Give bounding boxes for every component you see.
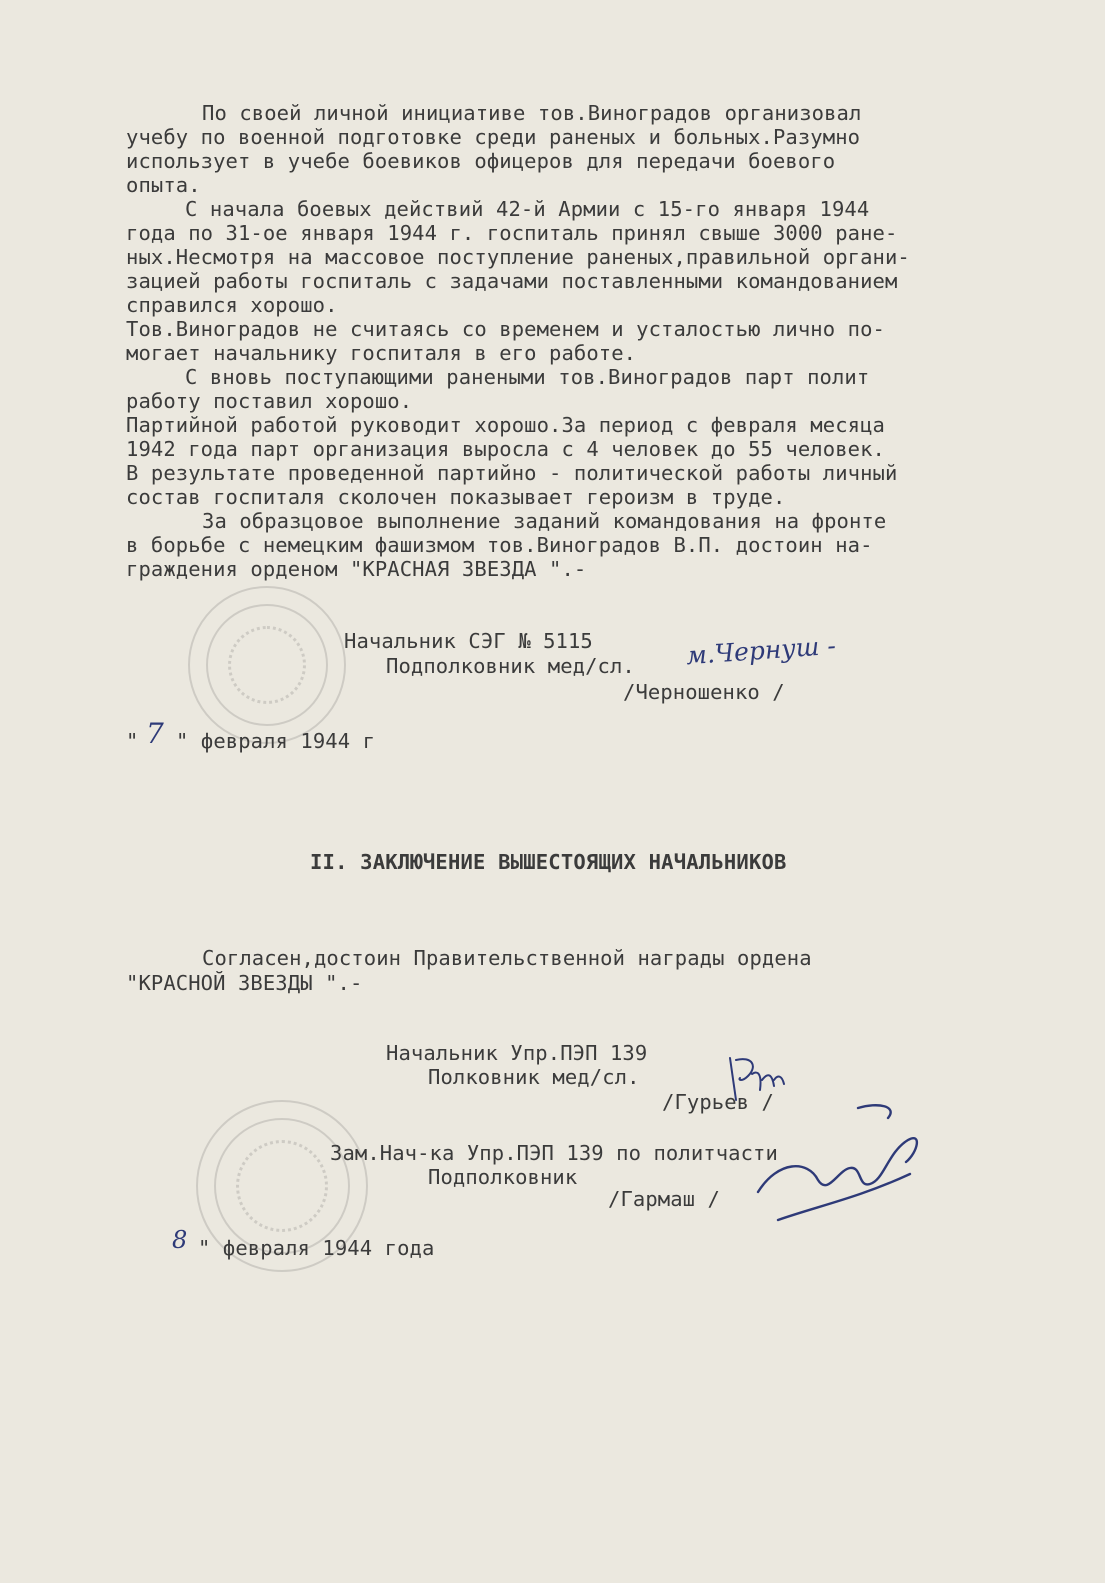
signature2-name: /Гурьев / bbox=[662, 1090, 774, 1114]
body-line: в борьбе с немецким фашизмом тов.Виноградов В.П. достоин на- bbox=[126, 533, 873, 557]
body-line: Партийной работой руководит хорошо.За период с февраля месяца bbox=[126, 413, 885, 437]
date2-suffix: " февраля 1944 года bbox=[198, 1236, 435, 1260]
body-line: За образцовое выполнение заданий командования на фронте bbox=[202, 509, 887, 533]
signature3-rank: Подполковник bbox=[428, 1165, 578, 1189]
signature3-title: Зам.Нач-ка Упр.ПЭП 139 по политчасти bbox=[330, 1141, 778, 1165]
body-line: использует в учебе боевиков офицеров для передачи боевого bbox=[126, 149, 836, 173]
round-stamp-upper bbox=[188, 586, 346, 744]
body-line: 1942 года парт организация выросла с 4 человек до 55 человек. bbox=[126, 437, 885, 461]
body-line: опыта. bbox=[126, 173, 201, 197]
body-line: года по 31-ое января 1944 г. госпиталь принял свыше 3000 ране- bbox=[126, 221, 898, 245]
conclusion-line: "КРАСНОЙ ЗВЕЗДЫ ".- bbox=[126, 971, 363, 995]
signature1-title: Начальник СЭГ № 5115 bbox=[344, 629, 593, 653]
date2-day: 8 bbox=[172, 1226, 188, 1254]
body-line: справился хорошо. bbox=[126, 293, 338, 317]
body-line: В результате проведенной партийно - политической работы личный bbox=[126, 461, 898, 485]
signature1-handwritten: м.Чернуш - bbox=[685, 630, 837, 671]
conclusion-line: Согласен,достоин Правительственной награды ордена bbox=[202, 946, 812, 970]
signature1-name: /Черношенко / bbox=[623, 680, 785, 704]
body-line: работу поставил хорошо. bbox=[126, 389, 413, 413]
body-line: ных.Несмотря на массовое поступление раненых,правильной органи- bbox=[126, 245, 910, 269]
date1-prefix: " bbox=[126, 729, 139, 753]
signature2-title: Начальник Упр.ПЭП 139 bbox=[386, 1041, 648, 1065]
body-line: С начала боевых действий 42-й Армии с 15-го января 1944 bbox=[185, 197, 870, 221]
body-line: С вновь поступающими ранеными тов.Виноградов парт полит bbox=[185, 365, 870, 389]
body-line: По своей личной инициативе тов.Виноградов организовал bbox=[202, 101, 862, 125]
signature3-name: /Гармаш / bbox=[608, 1187, 720, 1211]
signature1-rank: Подполковник мед/сл. bbox=[386, 654, 635, 678]
signature2-rank: Полковник мед/сл. bbox=[428, 1065, 640, 1089]
body-line: учебу по военной подготовке среди раненых и больных.Разумно bbox=[126, 125, 861, 149]
section-heading: II. ЗАКЛЮЧЕНИЕ ВЫШЕСТОЯЩИХ НАЧАЛЬНИКОВ bbox=[310, 850, 787, 874]
body-line: зацией работы госпиталь с задачами поставленными командованием bbox=[126, 269, 898, 293]
body-line: состав госпиталя сколочен показывает героизм в труде. bbox=[126, 485, 786, 509]
date1-suffix: " февраля 1944 г bbox=[176, 729, 376, 753]
body-line: могает начальнику госпиталя в его работе. bbox=[126, 341, 637, 365]
body-line: Тов.Виноградов не считаясь со временем и усталостью лично по- bbox=[126, 317, 885, 341]
signature3-scribble bbox=[738, 1100, 938, 1230]
body-line: граждения орденом "КРАСНАЯ ЗВЕЗДА ".- bbox=[126, 557, 587, 581]
date1-day: 7 bbox=[146, 717, 164, 750]
